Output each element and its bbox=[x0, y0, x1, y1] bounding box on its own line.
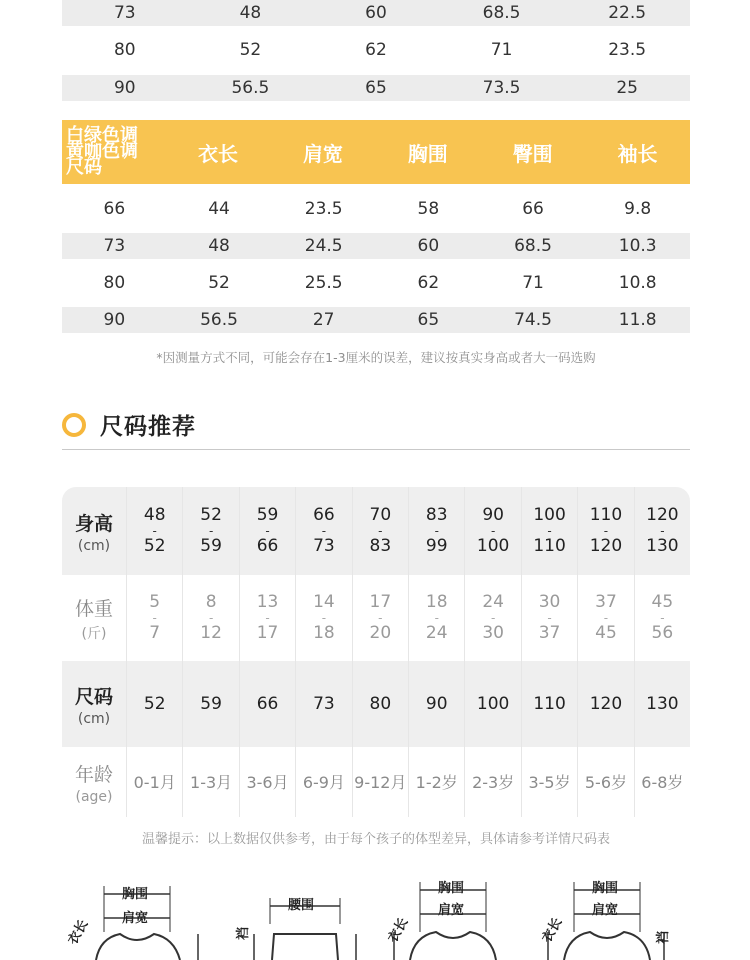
weight-min: 8 bbox=[205, 592, 217, 612]
cell: 60 bbox=[365, 3, 387, 23]
height-max: 73 bbox=[313, 536, 335, 556]
cell: 27 bbox=[312, 310, 335, 330]
size-row bbox=[62, 661, 690, 747]
divider bbox=[62, 449, 690, 450]
cell: 9.8 bbox=[624, 199, 652, 219]
size-table-header bbox=[62, 120, 690, 184]
size-value: 59 bbox=[200, 693, 222, 714]
size-value: 110 bbox=[533, 693, 566, 714]
header-chest: 胸围 bbox=[407, 141, 448, 166]
diagram3-chest-label: 胸围 bbox=[438, 881, 465, 896]
weight-min: 37 bbox=[595, 592, 617, 612]
height-row bbox=[62, 487, 690, 575]
cell: 90 bbox=[103, 310, 126, 330]
weight-cell bbox=[126, 575, 182, 661]
cell: 52 bbox=[239, 40, 262, 60]
age-unit: (age) bbox=[75, 788, 113, 805]
diagram3-shoulder-label: 肩宽 bbox=[438, 903, 465, 918]
diagram4-shoulder-label: 肩宽 bbox=[592, 903, 619, 918]
range-dash: - bbox=[265, 611, 270, 625]
age-label-text: 年龄 bbox=[74, 763, 113, 786]
size-cell bbox=[577, 661, 633, 747]
age-value: 6-9月 bbox=[302, 772, 345, 792]
cell: 56.5 bbox=[200, 310, 238, 330]
size-value: 66 bbox=[256, 693, 279, 714]
header-shoulder: 肩宽 bbox=[302, 141, 343, 166]
size-value: 52 bbox=[143, 693, 166, 714]
range-dash: - bbox=[490, 524, 496, 538]
range-dash: - bbox=[603, 611, 609, 625]
cell: 68.5 bbox=[514, 236, 552, 256]
age-label bbox=[62, 747, 126, 817]
range-dash: - bbox=[434, 524, 439, 538]
age-value: 3-5岁 bbox=[528, 772, 571, 792]
weight-min: 24 bbox=[482, 592, 504, 612]
measurement-note: *因测量方式不同，可能会存在1-3厘米的误差，建议按真实身高或者大一码选购 bbox=[156, 350, 596, 365]
weight-max: 30 bbox=[482, 623, 504, 643]
size-cell bbox=[408, 661, 464, 747]
cell: 22.5 bbox=[608, 3, 647, 23]
weight-max: 37 bbox=[538, 623, 561, 643]
age-cell bbox=[408, 747, 464, 817]
height-min: 70 bbox=[369, 505, 392, 525]
range-dash: - bbox=[434, 611, 439, 625]
weight-cell bbox=[577, 575, 633, 661]
cell: 62 bbox=[365, 40, 387, 60]
table-row bbox=[62, 0, 690, 26]
size-cell bbox=[295, 661, 351, 747]
size-cell bbox=[352, 661, 408, 747]
height-max: 66 bbox=[256, 536, 279, 556]
range-dash: - bbox=[490, 611, 496, 625]
size-value: 90 bbox=[425, 693, 448, 714]
weight-min: 5 bbox=[149, 592, 161, 612]
age-value: 9-12月 bbox=[354, 772, 407, 792]
header-size: 白绿色调 黄咖色调 尺码 bbox=[66, 125, 138, 178]
height-min: 83 bbox=[425, 505, 448, 525]
weight-min: 30 bbox=[538, 592, 561, 612]
range-dash: - bbox=[547, 611, 552, 625]
cell: 23.5 bbox=[304, 199, 343, 219]
age-cell bbox=[521, 747, 577, 817]
cell: 10.3 bbox=[618, 236, 657, 256]
height-unit: (cm) bbox=[77, 537, 111, 554]
cell: 10.8 bbox=[618, 273, 657, 293]
height-max: 110 bbox=[533, 536, 566, 556]
height-max: 59 bbox=[200, 536, 222, 556]
weight-min: 13 bbox=[256, 592, 279, 612]
header-length: 衣长 bbox=[198, 141, 239, 166]
age-value: 6-8岁 bbox=[641, 772, 684, 792]
height-max: 99 bbox=[425, 536, 448, 556]
cell: 23.5 bbox=[608, 40, 647, 60]
weight-max: 17 bbox=[256, 623, 279, 643]
age-cell bbox=[464, 747, 520, 817]
range-dash: - bbox=[547, 524, 552, 538]
cell: 66 bbox=[103, 199, 126, 219]
diagram3-length-label: 衣长 bbox=[385, 915, 412, 946]
cell: 73 bbox=[113, 3, 136, 23]
age-value: 0-1月 bbox=[133, 772, 176, 792]
height-cell bbox=[239, 487, 295, 575]
size-label-text: 尺码 bbox=[74, 685, 113, 708]
range-dash: - bbox=[265, 524, 270, 538]
weight-row bbox=[62, 575, 690, 661]
weight-max: 12 bbox=[200, 623, 222, 643]
weight-max: 45 bbox=[595, 623, 617, 643]
diagram2-crotch-label: 裆 bbox=[236, 926, 251, 940]
tip-text: 温馨提示：以上数据仅供参考，由于每个孩子的体型差异，具体请参考详情尺码表 bbox=[141, 832, 610, 847]
range-dash: - bbox=[208, 611, 214, 625]
size-value: 73 bbox=[313, 693, 335, 714]
age-value: 2-3岁 bbox=[472, 772, 515, 792]
height-cell bbox=[521, 487, 577, 575]
age-cell bbox=[295, 747, 351, 817]
age-cell bbox=[577, 747, 633, 817]
header-sleeve: 袖长 bbox=[617, 141, 658, 166]
cell: 24.5 bbox=[304, 236, 343, 256]
header-hip: 臀围 bbox=[512, 141, 553, 166]
height-cell bbox=[577, 487, 633, 575]
cell: 73.5 bbox=[482, 78, 521, 98]
weight-min: 45 bbox=[651, 592, 674, 612]
table-row bbox=[62, 37, 690, 63]
section-title-text: 尺码推荐 bbox=[100, 414, 196, 440]
range-dash: - bbox=[603, 524, 609, 538]
cell: 48 bbox=[239, 3, 262, 23]
age-value: 3-6月 bbox=[246, 772, 289, 792]
height-max: 120 bbox=[589, 536, 623, 556]
weight-max: 18 bbox=[313, 623, 335, 643]
cell: 58 bbox=[417, 199, 440, 219]
range-dash: - bbox=[152, 611, 157, 625]
height-max: 100 bbox=[476, 536, 510, 556]
range-dash: - bbox=[208, 524, 214, 538]
cell: 44 bbox=[208, 199, 230, 219]
weight-min: 17 bbox=[369, 592, 392, 612]
weight-max: 7 bbox=[149, 623, 161, 643]
height-max: 52 bbox=[143, 536, 166, 556]
weight-max: 24 bbox=[425, 623, 448, 643]
cell: 11.8 bbox=[618, 310, 657, 330]
diagram2-waist-label: 腰围 bbox=[288, 898, 315, 913]
height-label bbox=[62, 487, 126, 575]
weight-cell bbox=[408, 575, 464, 661]
size-value: 120 bbox=[589, 693, 623, 714]
weight-unit: (斤) bbox=[81, 625, 107, 642]
cell: 90 bbox=[113, 78, 136, 98]
range-dash: - bbox=[660, 524, 665, 538]
table-row bbox=[62, 196, 690, 222]
garment-diagrams bbox=[0, 872, 750, 960]
range-dash: - bbox=[660, 611, 665, 625]
table-row bbox=[62, 307, 690, 333]
weight-cell bbox=[182, 575, 238, 661]
height-cell bbox=[408, 487, 464, 575]
weight-min: 14 bbox=[313, 592, 335, 612]
height-cell bbox=[182, 487, 238, 575]
age-cell bbox=[182, 747, 238, 817]
cell: 25.5 bbox=[304, 273, 343, 293]
size-cell bbox=[182, 661, 238, 747]
weight-label-text: 体重 bbox=[74, 597, 113, 620]
table-row bbox=[62, 75, 690, 101]
weight-cell bbox=[352, 575, 408, 661]
diagram1-chest-label: 胸围 bbox=[122, 887, 149, 902]
age-value: 1-3月 bbox=[190, 772, 233, 792]
cell: 80 bbox=[113, 40, 136, 60]
cell: 25 bbox=[616, 78, 638, 98]
height-max: 130 bbox=[646, 536, 679, 556]
range-dash: - bbox=[378, 524, 383, 538]
cell: 80 bbox=[103, 273, 126, 293]
age-value: 1-2岁 bbox=[415, 772, 458, 792]
size-cell bbox=[239, 661, 295, 747]
height-cell bbox=[464, 487, 520, 575]
height-min: 59 bbox=[256, 505, 279, 525]
height-cell bbox=[126, 487, 182, 575]
circle-icon bbox=[62, 413, 86, 437]
cell: 56.5 bbox=[231, 78, 270, 98]
height-cell bbox=[352, 487, 408, 575]
cell: 74.5 bbox=[514, 310, 552, 330]
cell: 66 bbox=[522, 199, 544, 219]
height-min: 48 bbox=[143, 505, 166, 525]
height-min: 66 bbox=[313, 505, 335, 525]
cell: 62 bbox=[417, 273, 440, 293]
weight-cell bbox=[239, 575, 295, 661]
cell: 68.5 bbox=[482, 3, 521, 23]
diagram1-shoulder-label: 肩宽 bbox=[122, 911, 149, 926]
weight-cell bbox=[295, 575, 351, 661]
cell: 65 bbox=[417, 310, 440, 330]
height-cell bbox=[634, 487, 690, 575]
age-cell bbox=[352, 747, 408, 817]
weight-label bbox=[62, 575, 126, 661]
range-dash: - bbox=[378, 611, 383, 625]
weight-max: 56 bbox=[651, 623, 674, 643]
size-recommend-grid bbox=[62, 487, 690, 817]
cell: 73 bbox=[103, 236, 126, 256]
size-unit: (cm) bbox=[77, 710, 111, 727]
range-dash: - bbox=[152, 524, 157, 538]
section-title bbox=[62, 408, 196, 441]
height-min: 90 bbox=[482, 505, 504, 525]
range-dash: - bbox=[321, 524, 327, 538]
age-cell bbox=[126, 747, 182, 817]
height-min: 52 bbox=[200, 505, 222, 525]
diagram4-chest-label: 胸围 bbox=[592, 881, 619, 896]
height-min: 120 bbox=[646, 505, 679, 525]
height-max: 83 bbox=[369, 536, 392, 556]
cell: 71 bbox=[522, 273, 544, 293]
cell: 65 bbox=[365, 78, 387, 98]
weight-min: 18 bbox=[425, 592, 448, 612]
table-row bbox=[62, 233, 690, 259]
size-cell bbox=[521, 661, 577, 747]
height-min: 100 bbox=[533, 505, 566, 525]
cell: 60 bbox=[417, 236, 440, 256]
diagram4-crotch-label: 裆 bbox=[656, 930, 671, 944]
range-dash: - bbox=[321, 611, 327, 625]
weight-cell bbox=[464, 575, 520, 661]
table-row bbox=[62, 270, 690, 296]
weight-max: 20 bbox=[369, 623, 392, 643]
weight-cell bbox=[634, 575, 690, 661]
size-value: 80 bbox=[369, 693, 392, 714]
height-label-text: 身高 bbox=[74, 512, 113, 535]
age-cell bbox=[634, 747, 690, 817]
diagram1-length-label: 衣长 bbox=[65, 917, 92, 948]
age-value: 5-6岁 bbox=[584, 772, 628, 792]
age-row bbox=[62, 747, 690, 817]
size-label bbox=[62, 661, 126, 747]
cell: 48 bbox=[208, 236, 230, 256]
height-min: 110 bbox=[589, 505, 623, 525]
age-cell bbox=[239, 747, 295, 817]
size-value: 100 bbox=[476, 693, 510, 714]
cell: 52 bbox=[208, 273, 230, 293]
height-cell bbox=[295, 487, 351, 575]
cell: 71 bbox=[490, 40, 513, 60]
size-cell bbox=[464, 661, 520, 747]
size-value: 130 bbox=[646, 693, 679, 714]
size-cell bbox=[634, 661, 690, 747]
weight-cell bbox=[521, 575, 577, 661]
diagram4-length-label: 衣长 bbox=[539, 915, 566, 946]
size-cell bbox=[126, 661, 182, 747]
